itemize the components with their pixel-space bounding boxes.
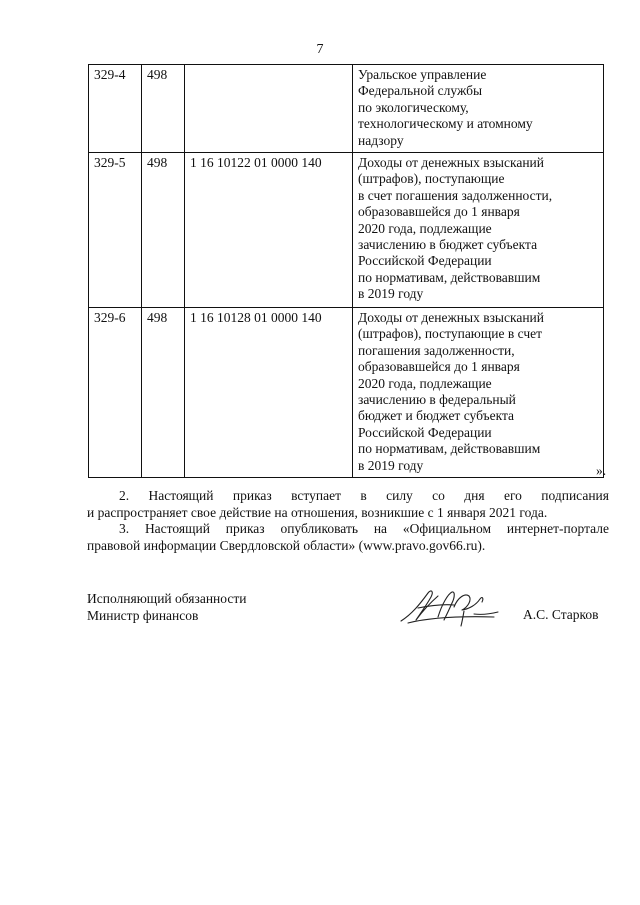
name-line: погашения задолженности, [358,342,515,358]
name-line: в 2019 году [358,457,424,473]
row-number-cell: 329-5 [89,153,142,308]
name-line: Уральское управление [358,67,487,82]
name-line: (штрафов), поступающие [358,171,505,187]
name-line: в счет погашения задолженности, [358,187,553,203]
paragraph-line: правовой информации Свердловской области» (www.pravo.gov66.ru). [87,538,486,553]
name-line: Федеральной службы [358,83,483,99]
budget-code-cell [185,65,353,153]
name-line: по нормативам, действовавшим [358,269,541,285]
name-line: по нормативам, действовавшим [358,441,541,457]
name-line: (штрафов), поступающие в счет [358,326,543,342]
row-number-cell: 329-6 [89,308,142,478]
revenue-name-cell [353,308,607,478]
paragraph-publication [87,520,609,554]
position-line: Исполняющий обязанности [87,591,247,606]
name-line: бюджет и бюджет субъекта [358,408,515,424]
name-line: Российской Федерации [358,424,492,440]
admin-code-cell: 498 [142,65,185,153]
closing-quote: ». [596,463,607,478]
name-line: надзору [358,132,404,148]
paragraph-line: и распространяет свое действие на отношения, возникшие с 1 января 2021 года. [87,505,548,520]
table-row [89,308,604,478]
name-line: 2020 года, подлежащие [358,220,492,236]
paragraph-line: 2. Настоящий приказ вступает в силу со дня его подписания [119,488,609,503]
name-line: зачислению в федеральный [358,392,516,408]
name-line: Российской Федерации [358,253,492,269]
name-line: в 2019 году [358,286,424,302]
admin-code-cell: 498 [142,153,185,308]
name-line: образовавшейся до 1 января [358,204,520,220]
revenue-name-cell [353,153,604,308]
name-line: образовавшейся до 1 января [358,359,520,375]
row-number-cell: 329-4 [89,65,142,153]
signatory-position [87,590,246,624]
name-line: Доходы от денежных взысканий [358,155,544,170]
name-line: по экологическому, [358,99,469,115]
budget-code-cell: 1 16 10128 01 0000 140 [185,308,353,478]
page-number: 7 [316,42,324,57]
paragraph-line: 3. Настоящий приказ опубликовать на «Официальном интернет-портале [119,521,609,536]
budget-code-cell: 1 16 10122 01 0000 140 [185,153,353,308]
name-line: 2020 года, подлежащие [358,375,492,391]
table-row [89,153,604,308]
name-line: Доходы от денежных взысканий [358,310,544,325]
paragraph-effective-date [87,487,609,521]
revenue-name-cell [353,65,604,153]
name-line: зачислению в бюджет субъекта [358,237,538,253]
signatory-name: А.С. Старков [523,607,599,622]
position-line: Министр финансов [87,608,199,623]
table-row [89,65,604,153]
handwritten-signature [398,584,502,628]
name-line: технологическому и атомному [358,116,533,132]
admin-code-cell: 498 [142,308,185,478]
budget-codes-table [88,64,607,478]
